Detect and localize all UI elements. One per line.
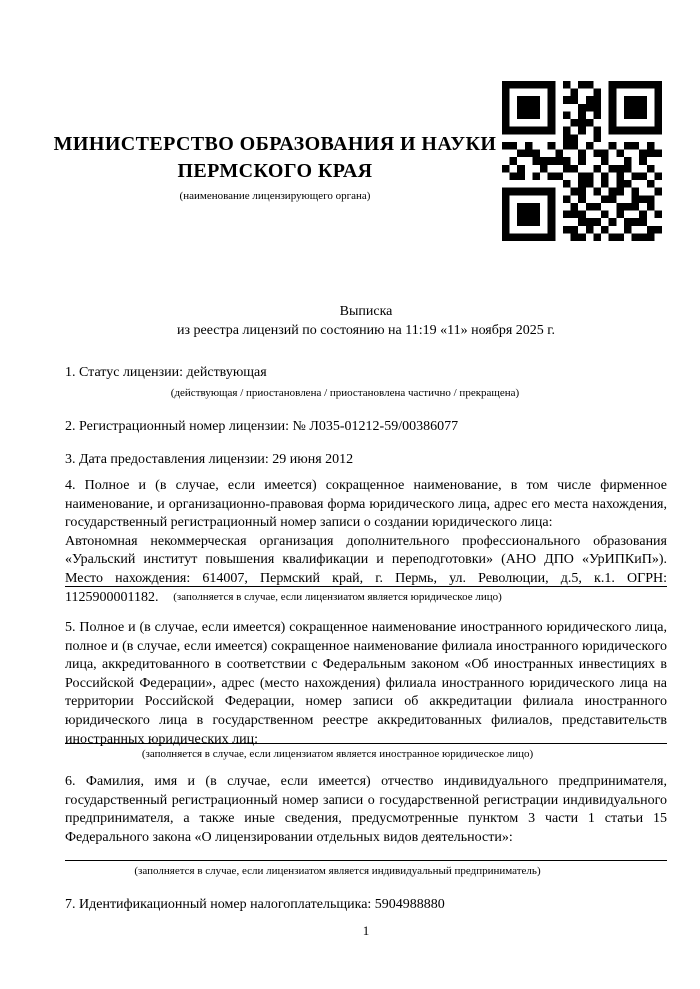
item-6-individual-entrepreneur: 6. Фамилия, имя и (в случае, если имеется) отчество индивидуального предпринимателя, государственный регистрационный номер записи о государственной регистрации индивидуального предпринимателя, а также иные сведения, предусмотренные пунктом 3 части 1 статьи 15 Федерального закона «О лицензировании отдельных видов деятельности»: — [65, 774, 667, 845]
item-4-legal-entity — [65, 477, 667, 607]
ministry-name-line1: МИНИСТЕРСТВО ОБРАЗОВАНИЯ И НАУКИ — [53, 133, 497, 155]
ministry-name-line2: ПЕРМСКОГО КРАЯ — [177, 160, 373, 182]
page-number: 1 — [362, 923, 370, 938]
item-6-caption: (заполняется в случае, если лицензиатом является индивидуальный предприниматель) — [134, 865, 541, 877]
item-1-caption: (действующая / приостановлена / приостановлена частично / прекращена) — [170, 387, 520, 399]
item-3-license-date: 3. Дата предоставления лицензии: 29 июня 2012 — [65, 452, 354, 467]
item-4-caption: (заполняется в случае, если лицензиатом является юридическое лицо) — [173, 591, 502, 603]
qr-code-icon — [502, 81, 662, 241]
qr-code — [502, 81, 662, 241]
document-title-line2: из реестра лицензий по состоянию на 11:19 «11» ноября 2025 г. — [177, 322, 555, 338]
item-7-taxpayer-number: 7. Идентификационный номер налогоплательщика: 5904988880 — [65, 897, 445, 912]
item-6-rule — [65, 860, 667, 861]
item-2-registration-number: 2. Регистрационный номер лицензии: № Л035-01212-59/00386077 — [65, 419, 459, 434]
item-4-value: Автономная некоммерческая организация дополнительного профессионального образования «Уральский институт повышения квалификации и переподготовки» (АНО ДПО «УрИПКиП»). Место нахождения: 614007, Пермский край, г. Пермь, ул. Революции, д.5, к.1. ОГРН: 1125900001182. — [65, 533, 667, 605]
document-title-line1: Выписка — [339, 304, 393, 319]
item-4-rule — [65, 586, 667, 587]
licensing-authority-header — [50, 131, 500, 203]
item-5-foreign-entity: 5. Полное и (в случае, если имеется) сокращенное наименование иностранного юридического лица, полное и (в случае, если имеется) сокращенное наименование филиала иностранного юридического лица, аккредитованного в соответствии с Федеральным законом «Об иностранных инвестициях в Российской Федерации», адрес (место нахождения) филиала иностранного юридического лица на территории Российской Федерации, номер записи об аккредитации филиала иностранного юридического лица в государственном реестре аккредитованных филиалов, представительств иностранных юридических лиц: — [65, 620, 667, 747]
ministry-name-caption: (наименование лицензирующего органа) — [179, 190, 371, 202]
item-1-license-status: 1. Статус лицензии: действующая — [65, 365, 267, 380]
item-5-caption: (заполняется в случае, если лицензиатом является иностранное юридическое лицо) — [141, 748, 534, 760]
document-title — [65, 303, 667, 340]
item-4-text: 4. Полное и (в случае, если имеется) сокращенное наименование, в том числе фирменное наименование, и организационно-правовая форма юридического лица, адрес его места нахождения, государственный регистрационный номер записи о создании юридического лица: — [65, 478, 667, 531]
item-5-rule — [65, 743, 667, 744]
